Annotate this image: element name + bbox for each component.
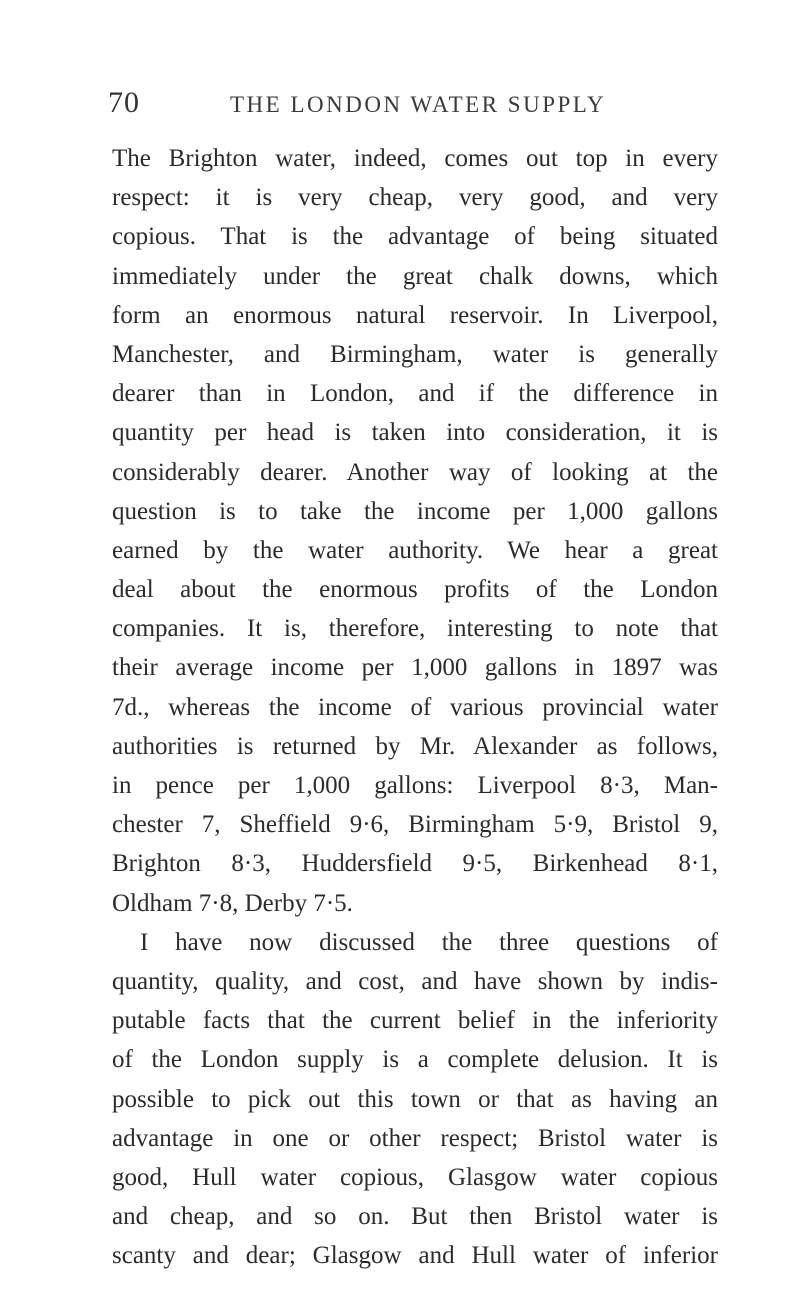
- text-line: question is to take the income per 1,000 gallons: [112, 497, 718, 525]
- text-line: The Brighton water, indeed, comes out top in every: [112, 145, 718, 172]
- text-line: companies. It is, therefore, interesting to note that: [112, 615, 718, 643]
- text-line: quantity, quality, and cost, and have shown by indis-: [112, 967, 718, 995]
- text-line: respect: it is very cheap, very good, and very: [112, 184, 718, 212]
- text-line: in pence per 1,000 gallons: Liverpool 8·3, Man-: [112, 772, 718, 799]
- text-line-paragraph-end: Oldham 7·8, Derby 7·5.: [112, 889, 353, 917]
- running-head: [108, 86, 708, 126]
- text-line: dearer than in London, and if the difference in: [112, 380, 718, 408]
- text-line: Brighton 8·3, Huddersfield 9·5, Birkenhead 8·1,: [112, 850, 718, 878]
- text-line: considerably dearer. Another way of looking at the: [112, 458, 718, 486]
- text-line: 7d., whereas the income of various provincial water: [112, 693, 718, 721]
- text-line: form an enormous natural reservoir. In Liverpool,: [112, 301, 718, 329]
- text-line: immediately under the great chalk downs, which: [112, 262, 718, 290]
- text-line-paragraph-start: I have now discussed the three questions of: [140, 928, 718, 956]
- text-line: quantity per head is taken into consideration, it is: [112, 419, 718, 447]
- text-line: possible to pick out this town or that as having an: [112, 1085, 718, 1113]
- body-text: [112, 139, 718, 1275]
- text-line: Manchester, and Birmingham, water is generally: [112, 340, 718, 368]
- text-line: of the London supply is a complete delusion. It is: [112, 1046, 718, 1074]
- text-line: advantage in one or other respect; Bristol water is: [112, 1124, 718, 1152]
- text-line: authorities is returned by Mr. Alexander as follows,: [112, 732, 718, 760]
- text-line: chester 7, Sheffield 9·6, Birmingham 5·9, Bristol 9,: [112, 811, 718, 839]
- text-line: and cheap, and so on. But then Bristol water is: [112, 1203, 718, 1231]
- text-line: deal about the enormous profits of the London: [112, 576, 718, 604]
- text-line: copious. That is the advantage of being situated: [112, 223, 718, 251]
- text-line: good, Hull water copious, Glasgow water copious: [112, 1163, 718, 1191]
- text-line: putable facts that the current belief in the inferiority: [112, 1007, 718, 1035]
- running-title: THE LONDON WATER SUPPLY: [230, 92, 607, 117]
- text-line: their average income per 1,000 gallons in 1897 was: [112, 654, 718, 682]
- text-line: earned by the water authority. We hear a great: [112, 536, 718, 564]
- text-line: scanty and dear; Glasgow and Hull water of inferior: [112, 1242, 718, 1270]
- page-number: 70: [108, 86, 140, 119]
